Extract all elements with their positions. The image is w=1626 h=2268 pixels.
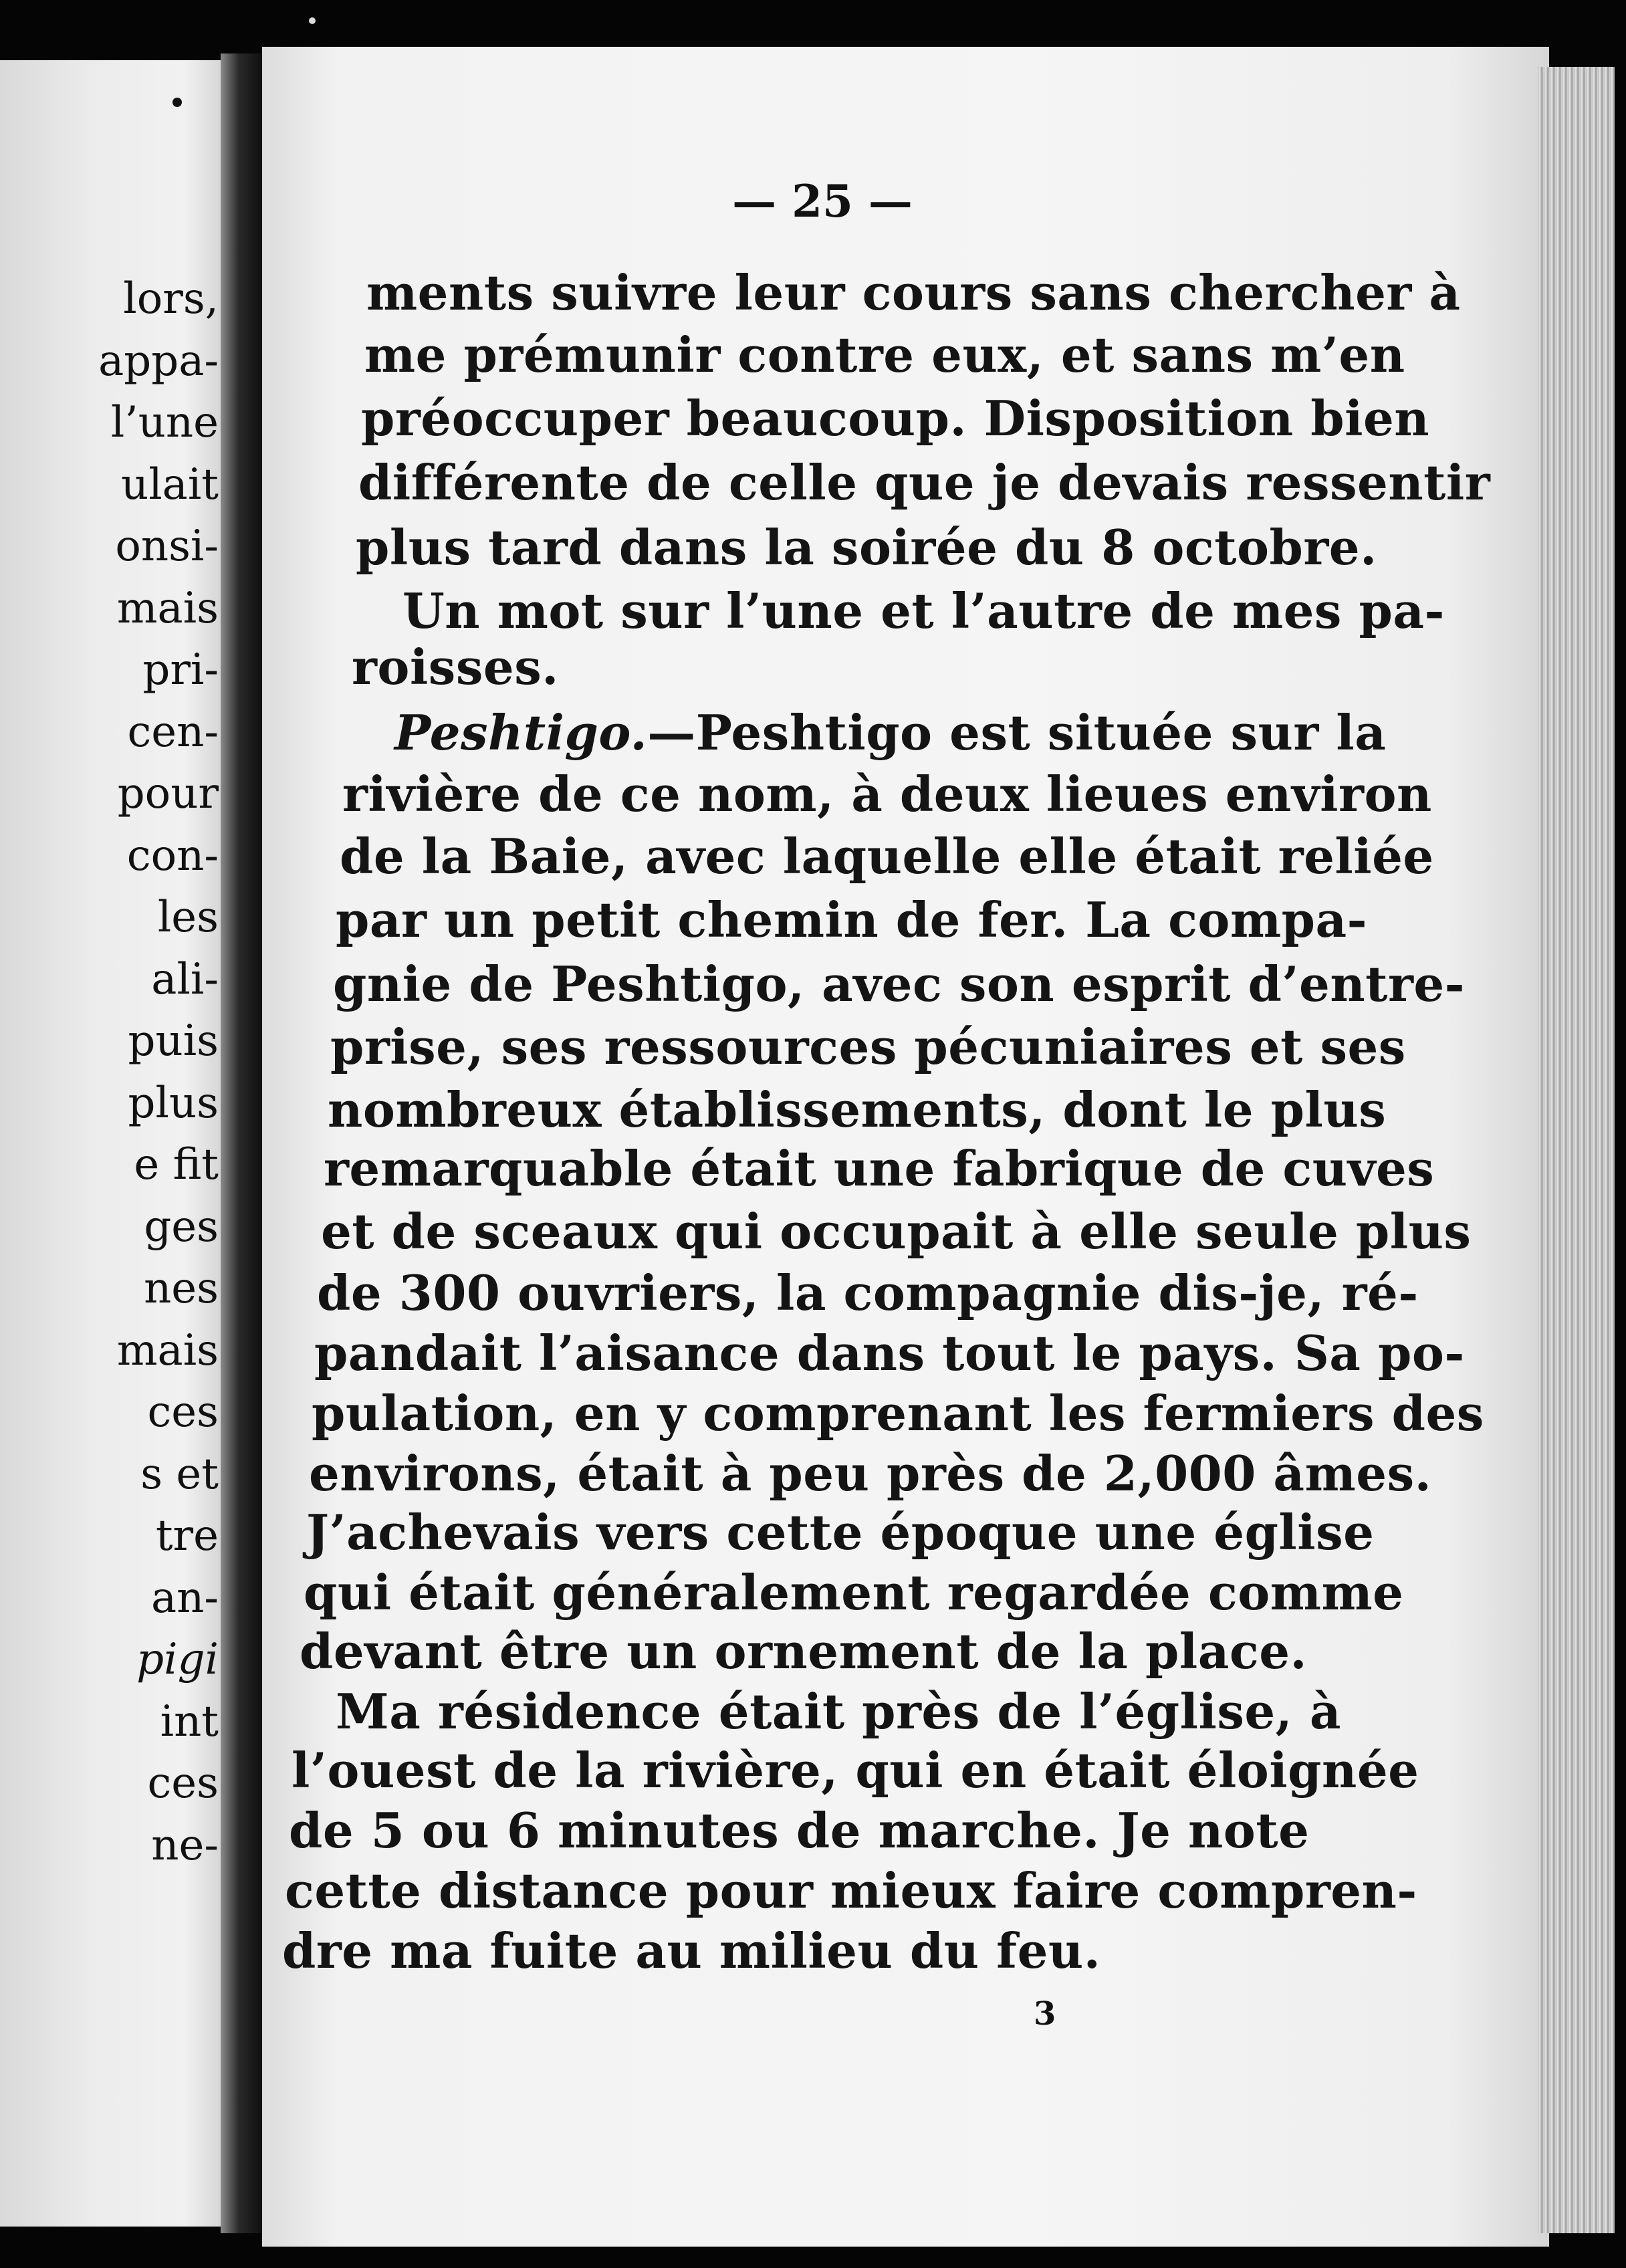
text-line: ments suivre leur cours sans chercher à	[366, 264, 1461, 321]
left-page-line-fragment: pigi	[136, 1635, 219, 1684]
left-page-line-fragment: ulait	[120, 459, 219, 509]
text-line: J’achevais vers cette époque une église	[306, 1504, 1375, 1561]
text-line: remarquable était une fabrique de cuves	[324, 1140, 1435, 1197]
text-line: pandait l’aisance dans tout le pays. Sa po-	[314, 1325, 1465, 1381]
left-page-line-fragment: puis	[128, 1016, 219, 1066]
left-page-line-fragment: tre	[155, 1511, 219, 1561]
text-line	[394, 704, 1387, 761]
text-line: environs, était à peu près de 2,000 âmes.	[309, 1445, 1432, 1502]
left-page-line-fragment: nes	[144, 1264, 219, 1313]
dust-speck	[309, 17, 316, 24]
left-page-line-fragment: int	[160, 1696, 219, 1746]
left-page-line-fragment: e fit	[134, 1140, 219, 1189]
text-line: différente de celle que je devais ressentir	[358, 454, 1491, 511]
page-number: — 25 —	[732, 175, 913, 227]
text-line: Ma résidence était près de l’église, à	[336, 1683, 1341, 1740]
text-line: Un mot sur l’une et l’autre de mes pa-	[402, 582, 1445, 639]
left-page-line-fragment: onsi-	[115, 522, 219, 571]
text-line: pulation, en y comprenant les fermiers des	[312, 1385, 1484, 1442]
text-line: de 300 ouvriers, la compagnie dis-je, ré-	[317, 1264, 1419, 1321]
left-page-line-fragment: ces	[147, 1387, 219, 1437]
text-line: cette distance pour mieux faire compren-	[285, 1862, 1417, 1919]
left-page-line-fragment: plus	[128, 1078, 219, 1128]
left-page-line-fragment: mais	[116, 1325, 219, 1375]
italic-heading-peshtigo: Peshtigo.	[394, 704, 648, 761]
text-line: préoccuper beaucoup. Disposition bien	[361, 390, 1430, 447]
text-line: dre ma fuite au milieu du feu.	[282, 1922, 1101, 1979]
left-page-line-fragment: ces	[147, 1759, 219, 1808]
left-page-line-fragment: les	[157, 893, 219, 942]
left-page-line-fragment: cen-	[127, 707, 219, 757]
left-page-line-fragment: appa-	[98, 336, 219, 386]
text-line: de la Baie, avec laquelle elle était reliée	[340, 828, 1434, 885]
left-page-line-fragment: mais	[116, 583, 219, 633]
text-line: l’ouest de la rivière, qui en était éloignée	[292, 1742, 1419, 1799]
text-line: nombreux établissements, dont le plus	[328, 1081, 1387, 1138]
text-line: gnie de Peshtigo, avec son esprit d’entre-	[333, 955, 1466, 1012]
left-page-line-fragment: s et	[140, 1449, 219, 1499]
text-line: de 5 ou 6 minutes de marche. Je note	[289, 1802, 1310, 1859]
left-page-line-fragment: ali-	[151, 954, 219, 1004]
text-line: et de sceaux qui occupait à elle seule plus	[321, 1203, 1472, 1260]
text-line-rest: —Peshtigo est située sur la	[647, 704, 1387, 761]
text-line: rivière de ce nom, à deux lieues environ	[342, 766, 1432, 822]
left-page-line-fragment: ges	[144, 1202, 219, 1252]
left-page-line-fragment: l’une	[110, 398, 219, 447]
text-line: plus tard dans la soirée du 8 octobre.	[356, 519, 1377, 576]
left-page-line-fragment: con-	[126, 830, 219, 881]
left-page-line-fragment: pri-	[142, 645, 219, 695]
left-page-line-fragment: pour	[117, 769, 219, 818]
text-line: qui était généralement regardée comme	[304, 1564, 1404, 1621]
text-line: par un petit chemin de fer. La compa-	[336, 891, 1368, 948]
left-page-line-fragment: ne-	[151, 1820, 219, 1870]
left-page-line-fragment: an-	[151, 1573, 219, 1623]
text-line: devant être un ornement de la place.	[300, 1623, 1308, 1680]
text-line: roisses.	[352, 639, 559, 695]
signature-mark: 3	[1034, 1995, 1056, 2033]
left-page-line-fragment: lors,	[123, 274, 219, 324]
text-line: prise, ses ressources pécuniaires et ses	[330, 1018, 1406, 1075]
text-line: me prémunir contre eux, et sans m’en	[364, 326, 1405, 383]
dust-speck	[172, 98, 182, 107]
